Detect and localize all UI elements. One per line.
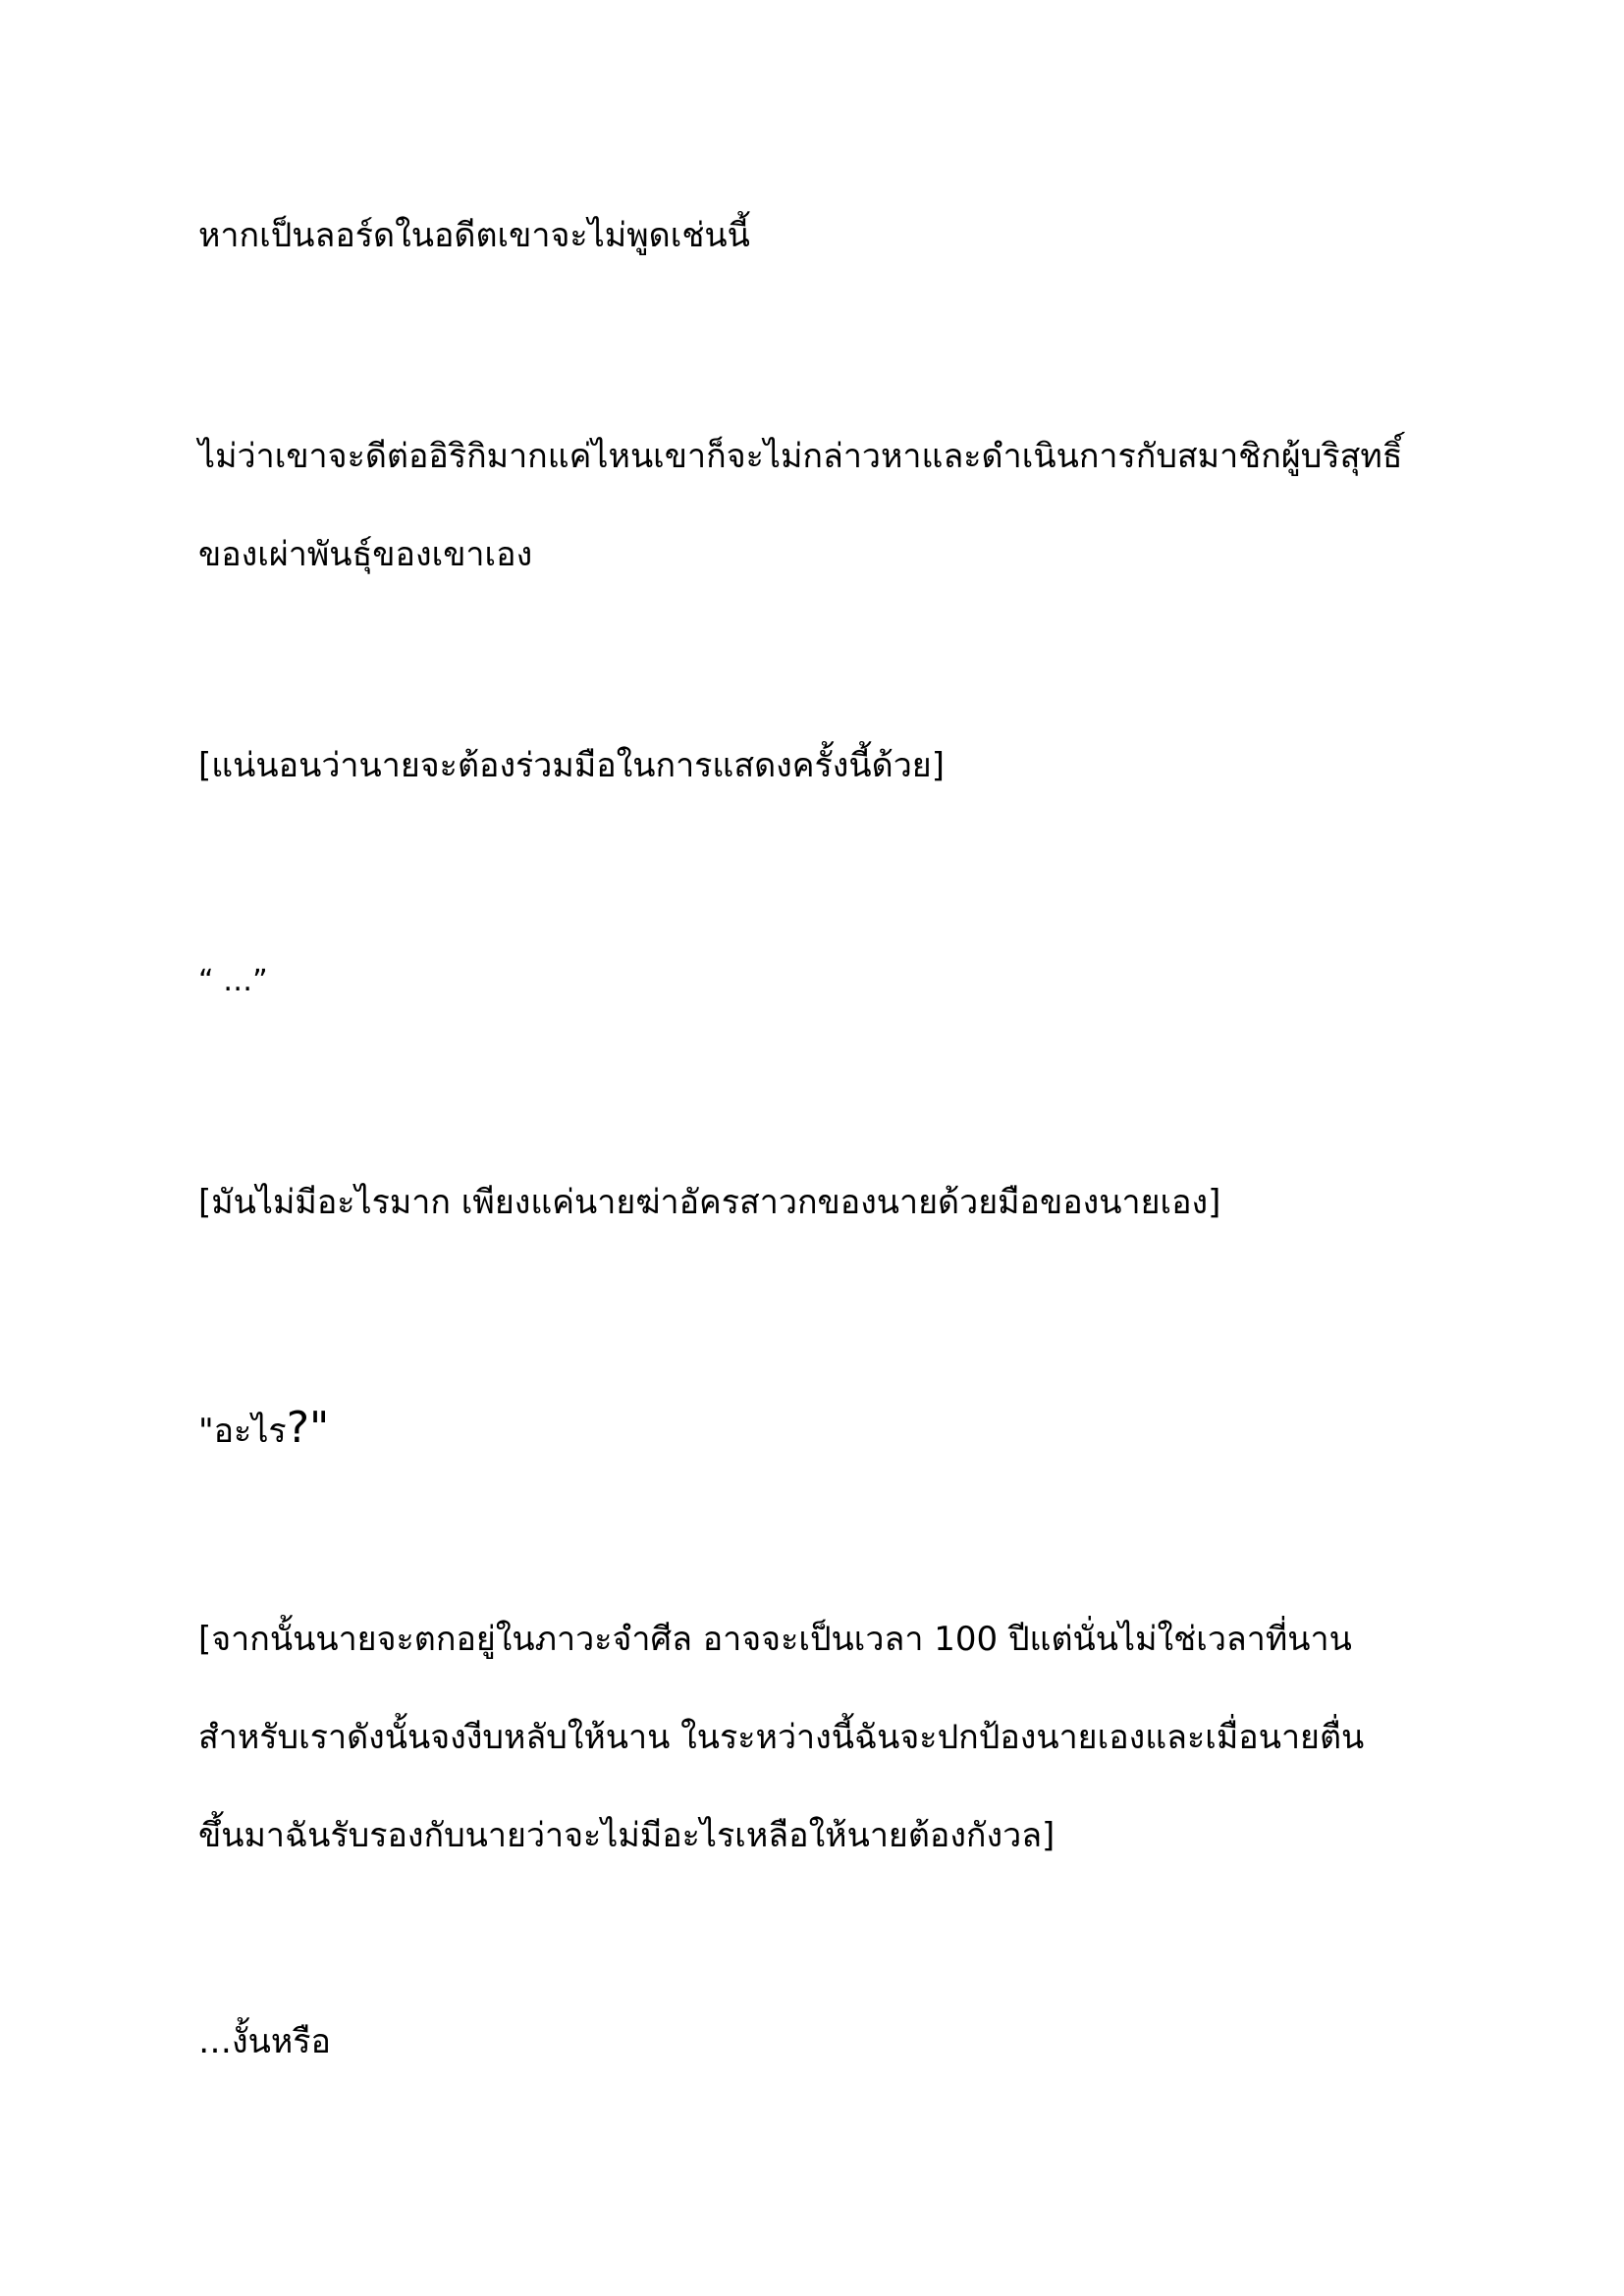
paragraph bbox=[198, 1379, 1455, 1477]
text-line: [แน่นอนว่านายจะต้องร่วมมือในการแสดงครั้งนี้ด้วย] bbox=[198, 746, 945, 785]
text-line: หากเป็นลอร์ดในอดีตเขาจะไม่พูดเช่นนี้ bbox=[198, 216, 750, 255]
text-run-large: ?" bbox=[286, 1403, 330, 1453]
paragraph bbox=[198, 187, 1455, 285]
text-line: สำหรับเราดังนั้นจงงีบหลับให้นาน ในระหว่างนี้ฉันจะปกป้องนายเองและเมื่อนายตื่น bbox=[198, 1718, 1365, 1757]
paragraph bbox=[198, 1153, 1455, 1252]
text-line: “ …” bbox=[198, 964, 268, 998]
paragraph bbox=[198, 717, 1455, 815]
text-line bbox=[198, 1379, 1455, 1477]
text-run: "อะไร bbox=[198, 1412, 287, 1451]
text-line: [จากนั้นนายจะตกอยู่ในภาวะจำศีล อาจจะเป็นเวลา 100 ปีแต่นั่นไม่ใช่เวลาที่นาน bbox=[198, 1620, 1352, 1659]
text-line: …งั้นหรือ bbox=[198, 2022, 331, 2061]
paragraph bbox=[198, 933, 1455, 1031]
text-line: ของเผ่าพันธุ์ของเขาเอง bbox=[198, 535, 533, 574]
paragraph bbox=[198, 1993, 1455, 2091]
text-line: [มันไม่มีอะไรมาก เพียงแค่นายฆ่าอัครสาวกของนายด้วยมือของนายเอง] bbox=[198, 1183, 1221, 1222]
paragraph bbox=[198, 407, 1455, 604]
paragraph bbox=[198, 1590, 1455, 1885]
text-line: ขึ้นมาฉันรับรองกับนายว่าจะไม่มีอะไรเหลือให้นายต้องกังวล] bbox=[198, 1816, 1056, 1855]
text-line: ไม่ว่าเขาจะดีต่ออิริกิมากแค่ไหนเขาก็จะไม่กล่าวหาและดำเนินการกับสมาชิกผู้บริสุทธิ์ bbox=[198, 437, 1403, 476]
